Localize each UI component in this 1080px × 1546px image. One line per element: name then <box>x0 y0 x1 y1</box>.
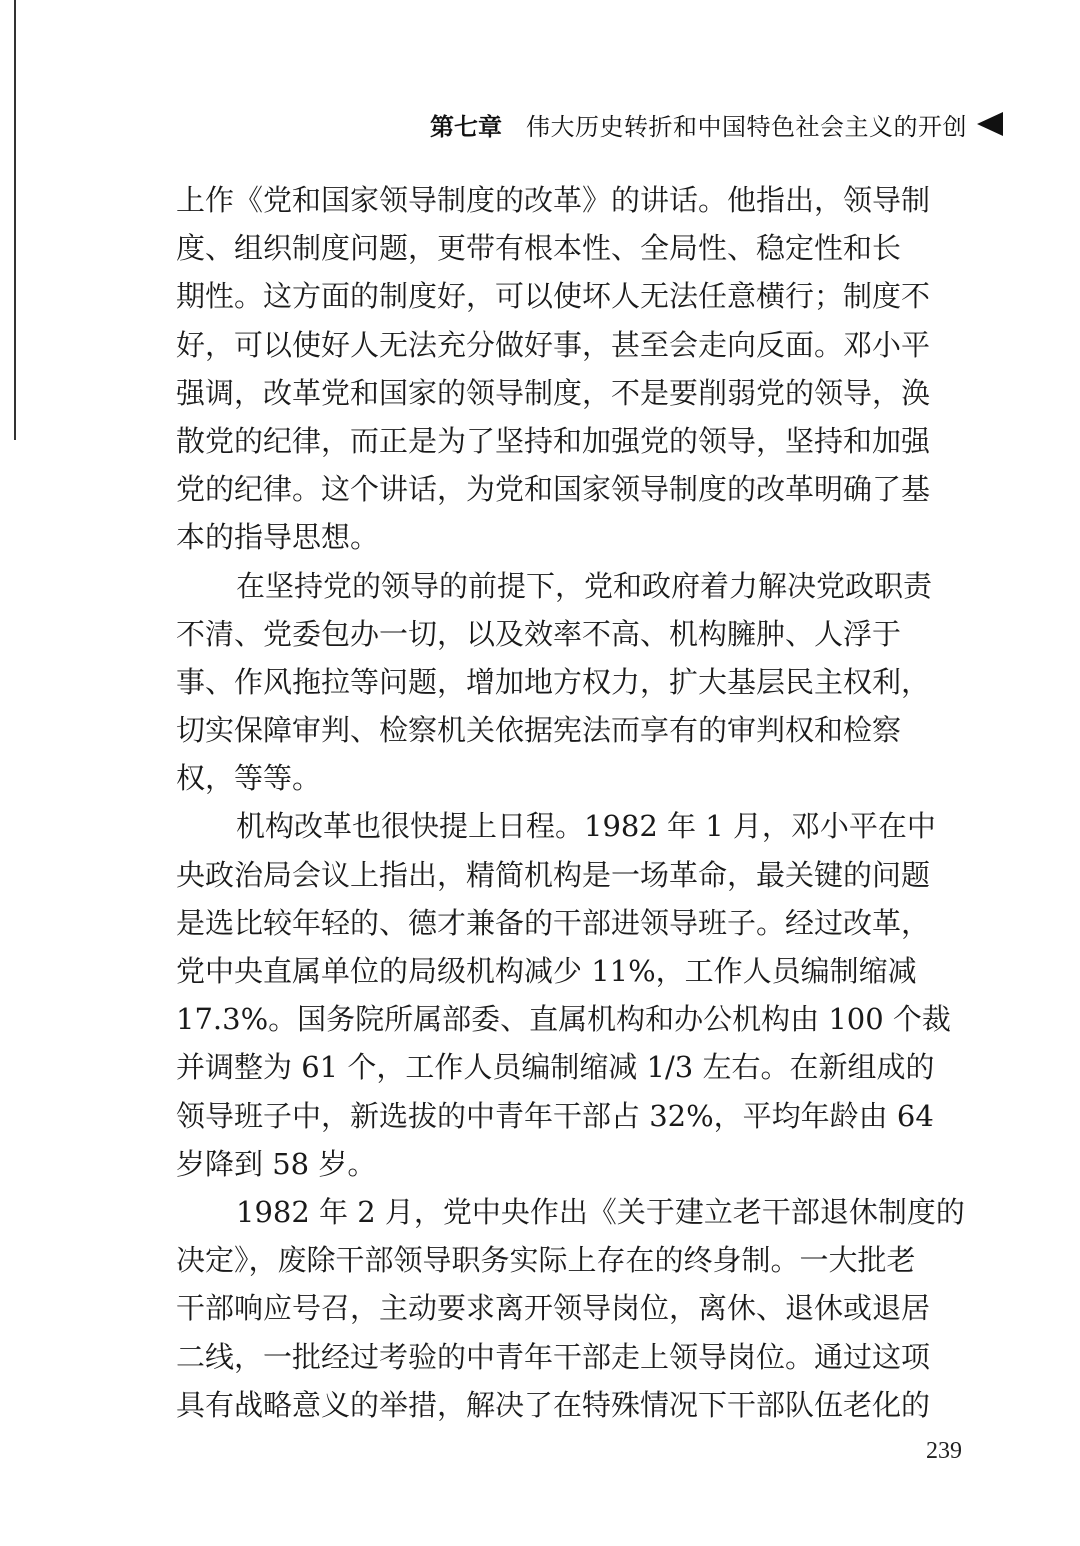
text-line: 权，等等。 <box>176 761 322 796</box>
chapter-number: 第七章 <box>430 112 502 141</box>
running-head <box>430 104 990 144</box>
page-number: 239 <box>926 1438 962 1464</box>
text-line: 期性。这方面的制度好，可以使坏人无法任意横行；制度不 <box>176 279 931 314</box>
text-line: 决定》，废除干部领导职务实际上存在的终身制。一大批老 <box>176 1243 916 1278</box>
text-line: 并调整为 61 个，工作人员编制缩减 1/3 左右。在新组成的 <box>176 1050 935 1085</box>
text-line: 本的指导思想。 <box>176 520 380 555</box>
text-line: 是选比较年轻的、德才兼备的干部进领导班子。经过改革， <box>176 905 931 940</box>
paragraph-first-line: 机构改革也很快提上日程。1982 年 1 月，邓小平在中 <box>236 809 936 844</box>
binding-edge-line <box>14 0 16 440</box>
text-line: 领导班子中，新选拔的中青年干部占 32%，平均年龄由 64 <box>176 1098 934 1133</box>
text-line: 具有战略意义的举措，解决了在特殊情况下干部队伍老化的 <box>176 1387 931 1422</box>
text-line: 二线，一批经过考验的中青年干部走上领导岗位。通过这项 <box>176 1339 931 1374</box>
text-line: 切实保障审判、检察机关依据宪法而享有的审判权和检察 <box>176 713 902 748</box>
text-line: 散党的纪律，而正是为了坚持和加强党的领导，坚持和加强 <box>176 423 931 458</box>
paragraph-first-line: 1982 年 2 月，党中央作出《关于建立老干部退休制度的 <box>236 1194 965 1229</box>
text-line: 强调，改革党和国家的领导制度，不是要削弱党的领导，涣 <box>176 375 931 410</box>
text-line: 度、组织制度问题，更带有根本性、全局性、稳定性和长 <box>176 231 902 266</box>
text-line: 党的纪律。这个讲话，为党和国家领导制度的改革明确了基 <box>176 472 931 507</box>
text-line: 上作《党和国家领导制度的改革》的讲话。他指出，领导制 <box>176 183 931 217</box>
left-triangle-icon <box>977 112 1003 136</box>
body-text <box>176 176 966 1429</box>
text-line: 党中央直属单位的局级机构减少 11%，工作人员编制缩减 <box>176 954 917 988</box>
chapter-title: 伟大历史转折和中国特色社会主义的开创 <box>526 112 967 141</box>
text-line: 17.3%。国务院所属部委、直属机构和办公机构由 100 个裁 <box>176 1002 951 1037</box>
text-line: 好，可以使好人无法充分做好事，甚至会走向反面。邓小平 <box>176 327 931 362</box>
text-line: 事、作风拖拉等问题，增加地方权力，扩大基层民主权利， <box>176 664 931 699</box>
text-line: 不清、党委包办一切，以及效率不高、机构臃肿、人浮于 <box>176 616 902 651</box>
paragraph-first-line: 在坚持党的领导的前提下，党和政府着力解决党政职责 <box>236 568 933 603</box>
text-line: 干部响应号召，主动要求离开领导岗位，离休、退休或退居 <box>176 1291 931 1326</box>
text-line: 央政治局会议上指出，精简机构是一场革命，最关键的问题 <box>176 857 931 892</box>
text-line: 岁降到 58 岁。 <box>176 1146 377 1181</box>
